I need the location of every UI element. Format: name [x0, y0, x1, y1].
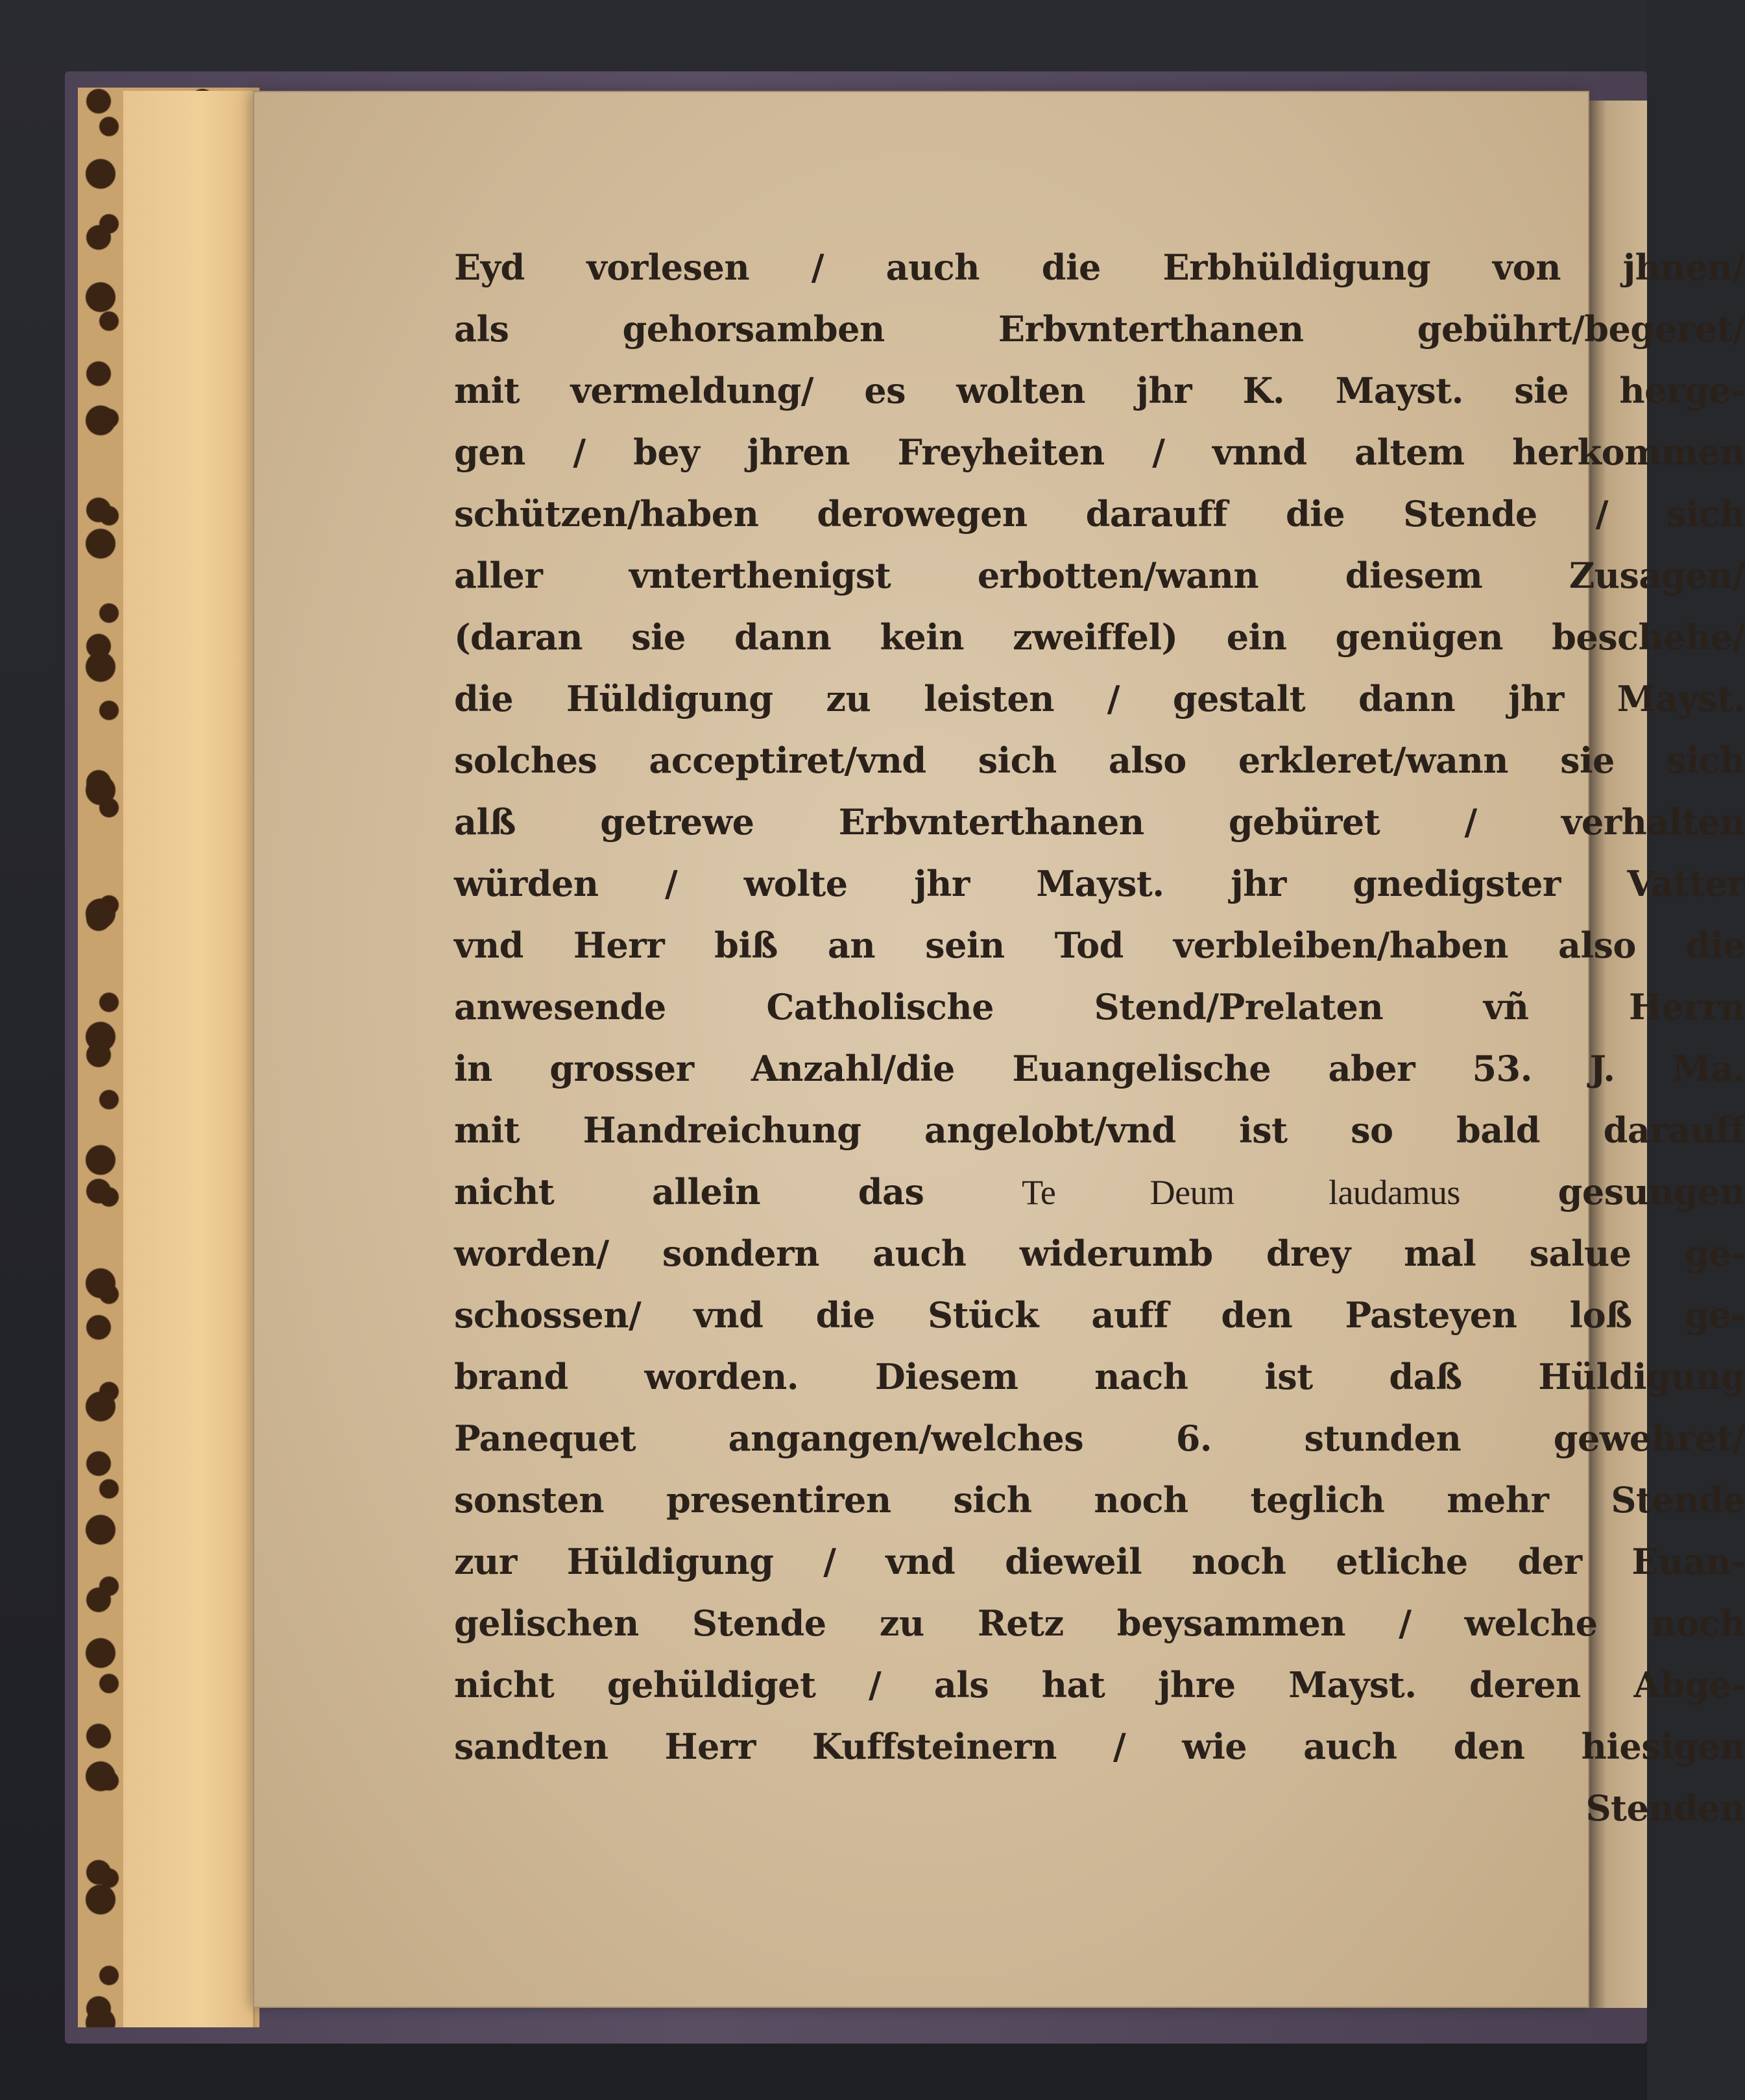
text-line: mit Handreichung angelobt/vnd ist so bald darauff	[454, 1109, 1745, 1151]
text-line: sonsten presentiren sich noch teglich mehr Stende	[454, 1479, 1745, 1521]
text-line: würden / wolte jhr Mayst. jhr gnedigster Vatter	[454, 863, 1745, 904]
text-fragment: gesungen	[1558, 1171, 1745, 1213]
text-line-latin	[454, 1161, 1745, 1223]
text-line: (daran sie dann kein zweiffel) ein genügen beschehe/	[454, 616, 1745, 658]
text-line: alß getrewe Erbvnterthanen gebüret / verhalten	[454, 801, 1745, 843]
text-line: schützen/haben derowegen darauff die Stende / sich	[454, 493, 1745, 535]
text-line: zur Hüldigung / vnd dieweil noch etliche der Euan-	[454, 1541, 1745, 1582]
text-line: vnd Herr biß an sein Tod verbleiben/haben also die	[454, 924, 1745, 966]
book-page	[253, 91, 1745, 2008]
text-line: solches acceptiret/vnd sich also erkleret/wann sie sich	[454, 740, 1745, 781]
text-line: gen / bey jhren Freyheiten / vnnd altem herkommen	[454, 431, 1745, 473]
text-line: Eyd vorlesen / auch die Erbhüldigung von jhnen/	[454, 247, 1745, 288]
text-line: mit vermeldung/ es wolten jhr K. Mayst. sie herge-	[454, 370, 1745, 411]
text-line: die Hüldigung zu leisten / gestalt dann jhr Mayst.	[454, 678, 1745, 719]
text-line: anwesende Catholische Stend/Prelaten vñ Herrn	[454, 986, 1745, 1028]
text-fragment: nicht allein das	[454, 1171, 924, 1213]
text-line: als gehorsamben Erbvnterthanen gebührt/begeret/	[454, 308, 1745, 350]
text-line: nicht gehüldiget / als hat jhre Mayst. deren Abge-	[454, 1664, 1745, 1706]
text-line: worden/ sondern auch widerumb drey mal salue ge-	[454, 1233, 1745, 1274]
text-line: schossen/ vnd die Stück auff den Pasteyen loß ge-	[454, 1294, 1745, 1336]
text-line: sandten Herr Kuffsteinern / wie auch den hiesigen	[454, 1726, 1745, 1767]
catchword: Stenden	[1585, 1787, 1745, 1829]
text-line: in grosser Anzahl/die Euangelische aber 53. J. Ma.	[454, 1048, 1745, 1089]
latin-phrase: Te Deum laudamus	[1022, 1173, 1460, 1212]
text-line: Panequet angangen/welches 6. stunden gewehret/	[454, 1418, 1745, 1459]
text-line: gelischen Stende zu Retz beysammen / welche noch	[454, 1602, 1745, 1644]
flyleaf-strip	[123, 91, 255, 2027]
text-line: aller vnterthenigst erbotten/wann diesem Zusagen/	[454, 555, 1745, 596]
page-text	[454, 237, 1745, 1924]
text-line: brand worden. Diesem nach ist daß Hüldigung	[454, 1356, 1745, 1397]
